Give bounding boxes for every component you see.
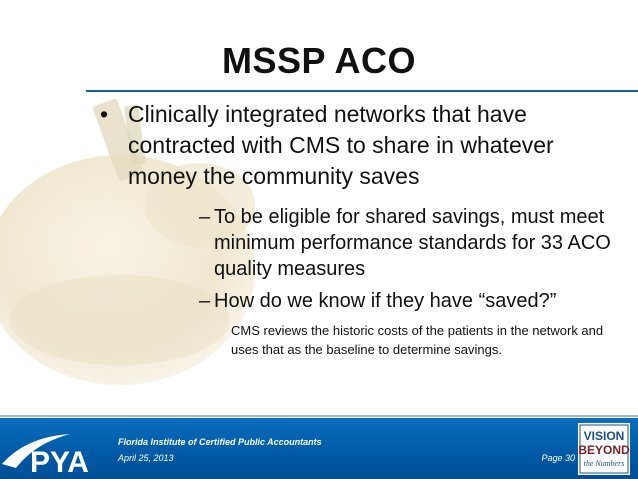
page-number: Page 30: [541, 453, 575, 463]
sub-bullet-2: [199, 288, 619, 314]
vision-beyond-logo: [578, 423, 630, 475]
sub-bullet-marker: –: [199, 290, 211, 312]
footer-bar: [0, 418, 638, 479]
sub-bullet-1-text: To be eligible for shared savings, must meet minimum performance standards for 33 ACO quality measures: [214, 206, 611, 280]
footer-organization: Florida Institute of Certified Public Accountants: [118, 437, 322, 447]
vision-logo-line-2: BEYOND: [578, 443, 630, 457]
savings-note: CMS reviews the historic costs of the patients in the network and uses that as the baseline to determine savings.: [231, 323, 604, 357]
bullet-1-text: Clinically integrated networks that have contracted with CMS to share in whatever money the community saves: [128, 101, 554, 189]
footer-divider: [0, 415, 638, 417]
pya-logo-text: PYA: [30, 446, 89, 478]
bullet-1: [100, 99, 600, 192]
bullet-marker: •: [100, 101, 109, 127]
vision-logo-line-1: VISION: [583, 429, 625, 443]
title-divider: [86, 90, 638, 92]
sub-bullet-marker: –: [199, 206, 211, 228]
vision-logo-line-3: the Numbers: [583, 459, 625, 468]
pya-logo: [0, 420, 118, 478]
sub-bullet-2-text: How do we know if they have “saved?”: [214, 290, 557, 312]
footer-date: April 25, 2013: [118, 453, 174, 463]
slide-title: MSSP ACO: [221, 40, 417, 81]
sub-bullet-1: [199, 204, 619, 282]
